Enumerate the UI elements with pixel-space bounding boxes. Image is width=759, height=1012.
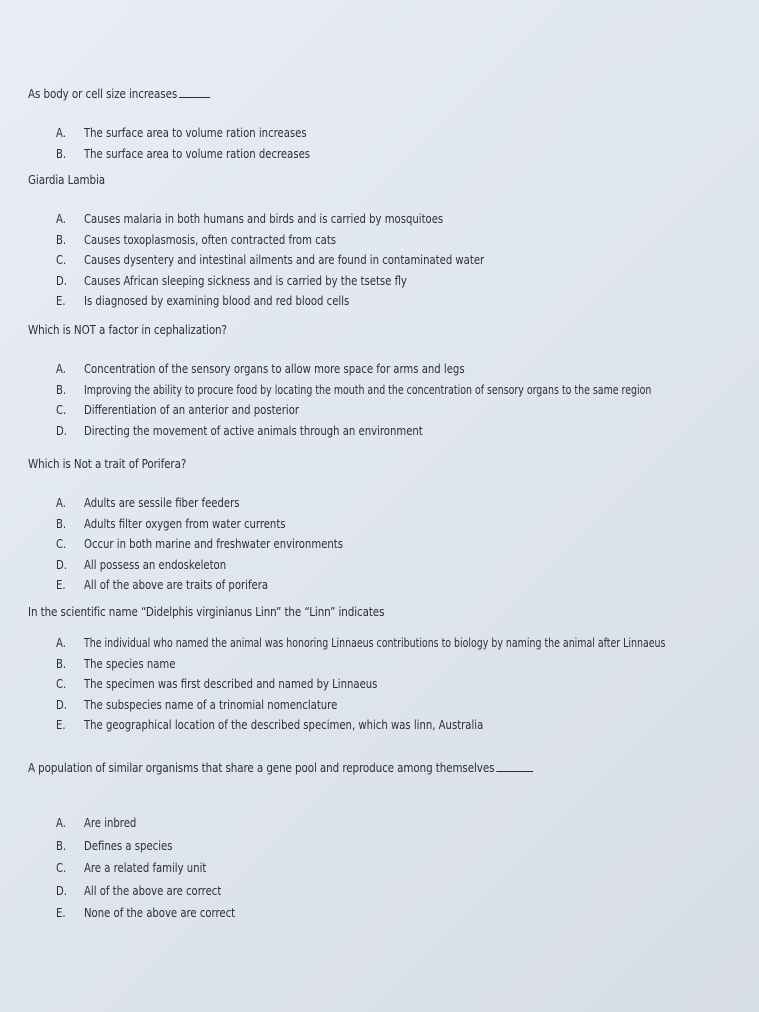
question-text [28, 86, 691, 102]
question-text [28, 760, 691, 776]
option-text: The geographical location of the described specimen, which was linn, Australia [84, 718, 484, 733]
question-text: Which is Not a trait of Porifera? [28, 456, 187, 471]
option-b [28, 654, 749, 675]
option-text: Occur in both marine and freshwater environments [84, 537, 343, 552]
option-text: Is diagnosed by examining blood and red blood cells [84, 294, 350, 309]
option-a [28, 359, 749, 380]
option-text: Concentration of the sensory organs to allow more space for arms and legs [84, 362, 465, 376]
option-letter: E. [56, 906, 66, 920]
option-d [28, 881, 749, 904]
option-letter: E. [56, 718, 66, 733]
option-text: None of the above are correct [84, 906, 236, 920]
option-b [28, 514, 749, 535]
answer-options [28, 633, 749, 736]
question-text: Which is NOT a factor in cephalization? [28, 322, 227, 337]
question-5 [28, 604, 749, 736]
option-e [28, 715, 749, 736]
option-text: All of the above are correct [84, 883, 222, 898]
option-d [28, 555, 749, 576]
question-6 [28, 760, 749, 926]
option-a [28, 633, 749, 654]
option-text: Are a related family unit [84, 861, 207, 875]
option-e [28, 903, 749, 926]
option-a [28, 209, 749, 230]
option-b [28, 230, 749, 251]
option-text: Directing the movement of active animals through an environment [84, 423, 423, 438]
option-e [28, 291, 749, 312]
option-a [28, 813, 749, 836]
option-d [28, 421, 749, 442]
option-letter: E. [56, 578, 66, 593]
option-letter: C. [56, 861, 67, 875]
option-b [28, 380, 749, 401]
option-letter: A. [56, 636, 66, 650]
option-text: Differentiation of an anterior and posterior [84, 403, 300, 418]
option-letter: B. [56, 146, 67, 161]
option-letter: D. [56, 273, 67, 288]
option-text: Adults filter oxygen from water currents [84, 516, 286, 531]
option-a [28, 123, 749, 144]
option-e [28, 575, 749, 596]
option-letter: B. [56, 656, 67, 671]
option-letter: D. [56, 697, 67, 712]
answer-options [28, 123, 749, 164]
option-c [28, 534, 749, 555]
answer-options [28, 359, 749, 441]
option-letter: A. [56, 212, 66, 226]
question-prompt: As body or cell size increases [28, 86, 178, 101]
answer-options [28, 493, 749, 596]
question-3 [28, 322, 749, 441]
question-text: In the scientific name “Didelphis virginianus Linn” the “Linn” indicates [28, 604, 385, 619]
option-letter: B. [56, 382, 67, 397]
option-letter: C. [56, 253, 67, 268]
answer-options [28, 209, 749, 312]
option-text: The specimen was first described and named by Linnaeus [84, 677, 378, 692]
option-letter: C. [56, 677, 67, 692]
option-c [28, 674, 749, 695]
option-text: The surface area to volume ration increases [84, 126, 307, 140]
option-text: The surface area to volume ration decreases [84, 146, 311, 161]
option-c [28, 858, 749, 881]
option-letter: B. [56, 516, 67, 531]
option-text: Are inbred [84, 816, 137, 830]
option-letter: B. [56, 232, 67, 247]
option-b [28, 836, 749, 859]
option-letter: D. [56, 557, 67, 572]
option-text: The species name [84, 656, 176, 671]
option-text: The subspecies name of a trinomial nomenclature [84, 697, 338, 712]
option-letter: B. [56, 838, 67, 853]
option-text: Causes dysentery and intestinal ailments and are found in contaminated water [84, 253, 485, 268]
question-1 [28, 86, 749, 164]
option-text: Adults are sessile fiber feeders [84, 496, 240, 510]
option-text: All possess an endoskeleton [84, 557, 227, 572]
option-letter: C. [56, 537, 67, 552]
option-c [28, 250, 749, 271]
option-text: The individual who named the animal was honoring Linnaeus contributions to biology by naming the animal after Linnaeus [84, 636, 666, 650]
option-c [28, 400, 749, 421]
option-letter: A. [56, 496, 66, 510]
question-prompt: A population of similar organisms that share a gene pool and reproduce among themselves [28, 760, 495, 775]
option-text: Defines a species [84, 838, 173, 853]
option-text: All of the above are traits of porifera [84, 578, 269, 593]
option-letter: A. [56, 126, 66, 140]
option-letter: A. [56, 816, 66, 830]
option-letter: E. [56, 294, 66, 309]
option-d [28, 695, 749, 716]
option-text: Causes African sleeping sickness and is carried by the tsetse fly [84, 273, 407, 288]
option-letter: D. [56, 883, 67, 898]
answer-options [28, 813, 749, 926]
option-b [28, 144, 749, 165]
option-a [28, 493, 749, 514]
question-4 [28, 456, 749, 596]
option-letter: C. [56, 403, 67, 418]
option-text: Improving the ability to procure food by locating the mouth and the concentration of sensory organs to the same region [84, 382, 652, 397]
answer-blank [496, 760, 533, 772]
option-letter: D. [56, 423, 67, 438]
answer-blank [179, 86, 210, 98]
option-letter: A. [56, 362, 66, 376]
option-text: Causes toxoplasmosis, often contracted from cats [84, 232, 337, 247]
question-2 [28, 172, 749, 312]
option-text: Causes malaria in both humans and birds and is carried by mosquitoes [84, 212, 444, 226]
question-text: Giardia Lambia [28, 172, 106, 187]
option-d [28, 271, 749, 292]
